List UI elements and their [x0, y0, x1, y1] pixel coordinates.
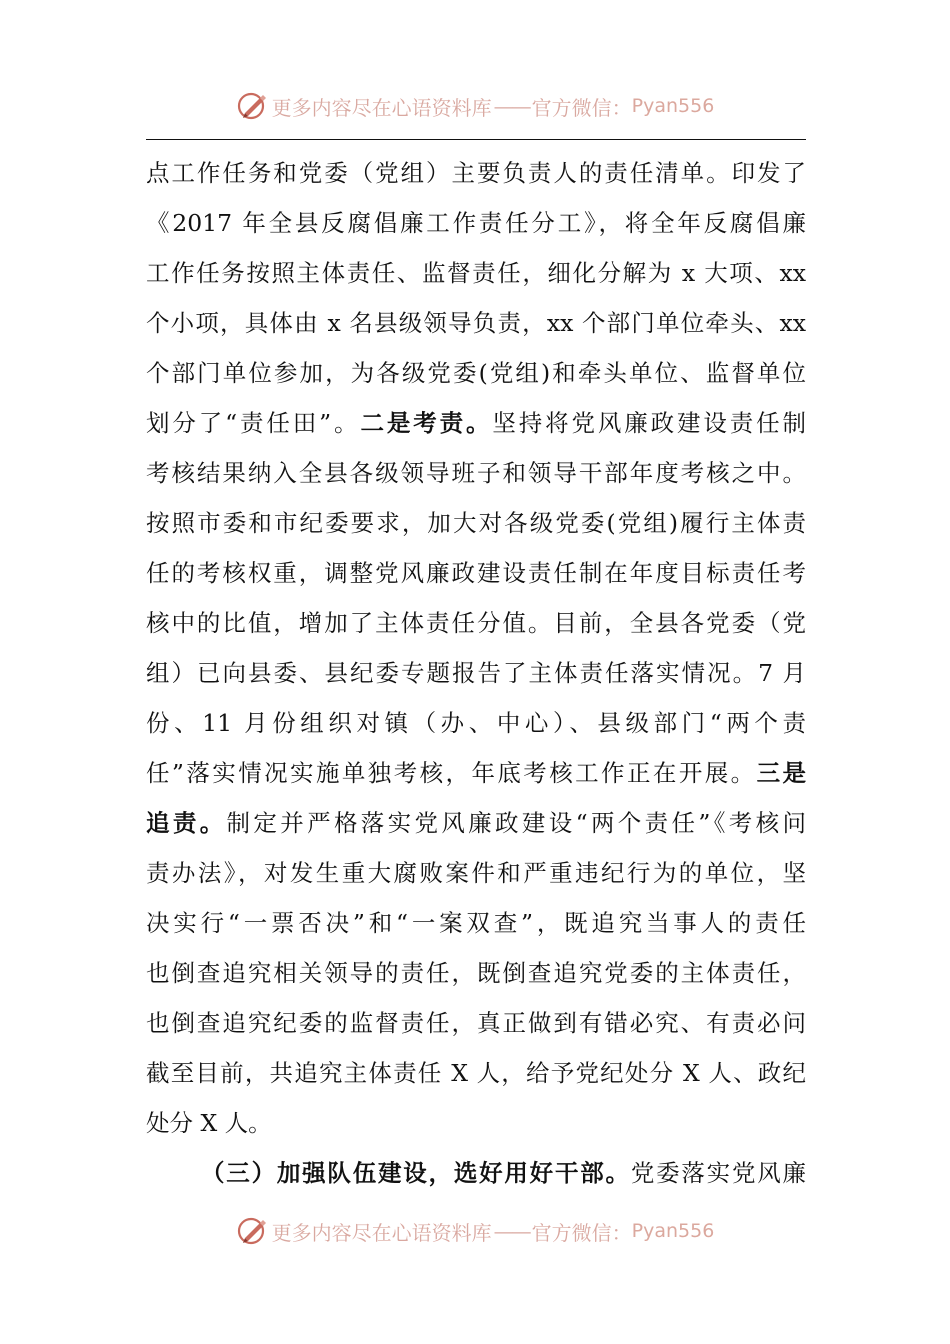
text-segment: 也倒查追究纪委的监督责任，真正做到有错必究、有责必问 [146, 1009, 806, 1037]
text-line [146, 198, 806, 248]
bold-text-segment: 二是考责。 [360, 409, 493, 437]
text-segment: 制定并严格落实党风廉政建设“两个责任”《考核问 [226, 809, 806, 837]
header-watermark-banner [0, 86, 950, 126]
text-segment: 个部门单位参加，为各级党委(党组)和牵头单位、监督单位 [146, 359, 806, 387]
text-segment: 点工作任务和党委（党组）主要负责人的责任清单。印发了 [146, 159, 806, 187]
text-segment: 考核结果纳入全县各级领导班子和领导干部年度考核之中。 [146, 459, 806, 487]
text-segment: 按照市委和市纪委要求，加大对各级党委(党组)履行主体责 [146, 509, 806, 537]
banner-wechat-id: Pyan556 [631, 1220, 715, 1242]
bold-text-segment: 三是 [756, 759, 806, 787]
text-line [146, 448, 806, 498]
text-segment: 《2017 年全县反腐倡廉工作责任分工》，将全年反腐倡廉 [146, 209, 806, 237]
text-line [146, 248, 806, 298]
text-segment: 任的考核权重，调整党风廉政建设责任制在年度目标责任考 [146, 559, 806, 587]
banner-wechat-id: Pyan556 [631, 95, 715, 117]
body-text [146, 148, 806, 1198]
text-segment: 组）已向县委、县纪委专题报告了主体责任落实情况。7 月 [146, 659, 806, 687]
text-segment: 截至目前，共追究主体责任 X 人，给予党纪处分 X 人、政纪 [146, 1059, 806, 1087]
banner-wechat-label: 官方微信： [531, 1220, 632, 1245]
text-line [146, 948, 806, 998]
pen-logo-icon [236, 89, 270, 123]
text-segment: 也倒查追究相关领导的责任，既倒查追究党委的主体责任， [146, 959, 806, 987]
text-line [146, 498, 806, 548]
text-line [146, 998, 806, 1048]
text-segment: 核中的比值，增加了主体责任分值。目前，全县各党委（党 [146, 609, 806, 637]
text-line [146, 1048, 806, 1098]
bold-text-segment: 追责。 [146, 809, 227, 837]
text-segment: 处分 X 人。 [146, 1109, 272, 1137]
text-line [146, 698, 806, 748]
banner-text: 更多内容尽在心语资料库 [271, 95, 492, 120]
text-line [146, 848, 806, 898]
text-segment: 个小项，具体由 x 名县级领导负责，xx 个部门单位牵头、xx [146, 309, 806, 337]
text-segment: 责办法》，对发生重大腐败案件和严重违纪行为的单位，坚 [146, 859, 806, 887]
pen-logo-icon [236, 1214, 270, 1248]
banner-dash: —— [493, 1219, 530, 1243]
text-line [146, 548, 806, 598]
text-segment: 决实行“一票否决”和“一案双查”，既追究当事人的责任 [146, 909, 806, 937]
banner-dash: —— [493, 94, 530, 118]
text-segment: 党委落实党风廉 [630, 1159, 807, 1187]
text-line [146, 398, 806, 448]
text-line [146, 798, 806, 848]
text-line [146, 1098, 806, 1148]
text-segment: 划分了“责任田”。 [146, 409, 361, 437]
text-line [146, 298, 806, 348]
text-line [146, 748, 806, 798]
text-line [146, 598, 806, 648]
banner-wechat-label: 官方微信： [531, 95, 632, 120]
text-line [146, 348, 806, 398]
header-divider [146, 139, 806, 140]
bold-text-segment: （三）加强队伍建设，选好用好干部。 [201, 1159, 631, 1187]
footer-watermark-banner [0, 1211, 950, 1251]
text-line [146, 148, 806, 198]
text-segment: 任”落实情况实施单独考核，年底考核工作正在开展。 [146, 759, 757, 787]
text-line [146, 648, 806, 698]
banner-text: 更多内容尽在心语资料库 [271, 1220, 492, 1245]
text-line [146, 1148, 806, 1198]
text-line [146, 898, 806, 948]
text-segment: 工作任务按照主体责任、监督责任，细化分解为 x 大项、xx [146, 259, 806, 287]
text-segment: 份、11 月份组织对镇（办、中心）、县级部门“两个责 [146, 709, 806, 737]
text-segment: 坚持将党风廉政建设责任制 [492, 409, 807, 437]
